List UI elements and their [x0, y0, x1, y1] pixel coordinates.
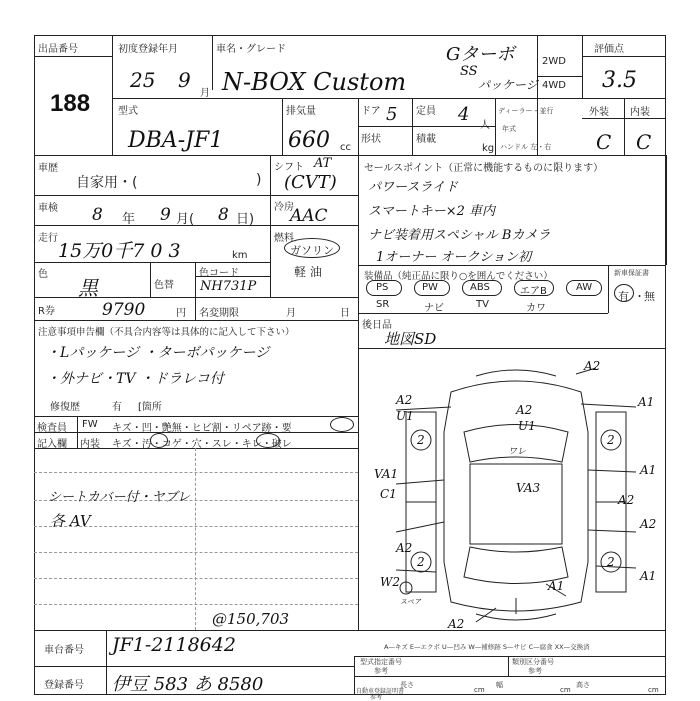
- first-registration-label: 初度登録年月: [118, 44, 178, 55]
- equip-pw: PW: [422, 282, 438, 293]
- grade-package: パッケージ: [478, 78, 538, 92]
- mark-2-wheel-rl: 2: [417, 555, 425, 569]
- mark-a1-rear: A1: [548, 579, 565, 593]
- registration-year: 25: [130, 68, 156, 92]
- fw-circle: [330, 417, 354, 432]
- notes-label: 注意事項申告欄（不具合内容等は具体的に記入して下さい）: [38, 327, 295, 338]
- displacement-unit: cc: [340, 142, 351, 153]
- mark-a2-right: A2: [640, 517, 657, 531]
- mileage-unit: km: [232, 250, 248, 261]
- capacity-value: 4: [458, 104, 470, 125]
- car-name: N-BOX Custom: [222, 68, 407, 96]
- score-label: 評価点: [594, 44, 624, 55]
- front-bumper: [476, 370, 556, 376]
- hand-note-1: シートカバー付・ヤブレ: [48, 490, 191, 505]
- length-label: 長さ: [400, 681, 414, 689]
- class-number-ref: 参考: [528, 667, 542, 675]
- chassis-number: JF1-2118642: [112, 634, 236, 656]
- history-label: 車歴: [38, 163, 58, 174]
- mark-va1-left: VA1: [374, 467, 399, 481]
- warranty-separator: ・: [634, 290, 645, 303]
- fw-label: FW: [82, 419, 98, 430]
- exterior-label: 外装: [589, 107, 609, 118]
- equip-tv: TV: [476, 299, 489, 310]
- shift-value: (CVT): [284, 172, 337, 193]
- length-unit: cm: [474, 686, 485, 694]
- repair-history-bracket: [箇所: [138, 402, 162, 413]
- width-label: 幅: [496, 681, 503, 689]
- warranty-yes: 有: [618, 290, 629, 303]
- interior-inspect-items: キズ・汚・コゲ・穴・スレ・キレ・破レ: [112, 439, 292, 450]
- type-designation-label: 型式指定番号: [360, 658, 402, 666]
- lot-number-label: 出品番号: [38, 44, 78, 55]
- recycle-value: 9790: [102, 300, 146, 320]
- mark-c1-left: C1: [380, 487, 397, 501]
- history-value: 自家用・(: [76, 175, 138, 191]
- handle-label: ハンドル 左・右: [500, 143, 552, 151]
- color-change-label: 色替: [154, 280, 174, 291]
- after-items-label: 後日品: [362, 320, 392, 331]
- height-label: 高さ: [576, 681, 590, 689]
- equip-ps: PS: [376, 282, 389, 293]
- notes-line-2: ・外ナビ・TV ・ドラレコ付: [46, 371, 224, 387]
- mark-a2-top: A2: [584, 359, 601, 373]
- fuel-label: 燃料: [274, 233, 294, 244]
- height-unit: cm: [648, 686, 659, 694]
- car-name-label: 車名・グレード: [216, 44, 286, 55]
- capacity-unit: 人: [480, 120, 490, 131]
- body-form-label: 形状: [361, 134, 381, 145]
- aircon-value: AAC: [290, 206, 328, 226]
- shift-at: AT: [314, 156, 332, 171]
- color-code-label: 色コード: [199, 268, 239, 279]
- inspector-label: 検査員: [37, 423, 67, 434]
- repair-history-yes: 有: [112, 402, 122, 413]
- name-change-day: 日: [340, 308, 350, 319]
- damage-diagram: [366, 352, 666, 632]
- history-close: ): [256, 172, 262, 188]
- inspection-label: 車検: [38, 203, 58, 214]
- color-label: 色: [38, 269, 48, 280]
- score-value: 3.5: [602, 68, 637, 93]
- fuel-petrol: ガソリン: [290, 244, 334, 257]
- sales-points-label: セールスポイント（正常に機能するものに限ります）: [364, 163, 604, 174]
- mark-a1-right-low: A1: [640, 569, 657, 583]
- four-wd: 4WD: [542, 80, 566, 91]
- entry-label: 記入欄: [37, 439, 67, 450]
- recycle-label: R券: [38, 306, 55, 317]
- two-wd: 2WD: [542, 56, 566, 67]
- doors-value: 5: [386, 104, 398, 125]
- recycle-unit: 円: [176, 308, 186, 319]
- spare-label: スペア: [400, 598, 421, 606]
- hand-note-2: 各 AV: [50, 512, 91, 530]
- equip-abs: ABS: [470, 282, 490, 293]
- doors-label: ドア: [361, 106, 381, 117]
- chassis-label: 車台番号: [44, 645, 84, 656]
- displacement-value: 660: [288, 128, 330, 153]
- mark-w2-left: W2: [380, 575, 400, 589]
- mark-crack: ワレ: [508, 447, 527, 457]
- repair-history-label: 修復歴: [50, 402, 80, 413]
- equip-airbag: エアB: [520, 286, 547, 297]
- mark-2-wheel-fr: 2: [607, 433, 615, 447]
- mark-a2-rear-left: A2: [448, 617, 465, 631]
- capacity-label: 定員: [416, 106, 436, 117]
- equipment-label: 装備品（純正品に限り○を囲んでください）: [364, 271, 553, 282]
- inspection-month: 9: [160, 205, 171, 225]
- inspection-month-unit: 月(: [176, 212, 195, 227]
- equip-aw: AW: [576, 282, 593, 293]
- sales-point-3: ナビ装着用スペシャル Bカメラ: [368, 228, 551, 243]
- car-roof: [470, 464, 562, 544]
- mark-u1-windshield: U1: [518, 419, 536, 433]
- interior-circle-1: [150, 433, 168, 448]
- plate-label: 登録番号: [44, 680, 84, 691]
- interior-grade: C: [636, 130, 652, 154]
- plate-number: 伊豆 583 あ 8580: [112, 674, 264, 695]
- inspection-day: 8: [218, 205, 229, 225]
- mileage-value: 15万0千7 0 3: [58, 240, 181, 262]
- grade-ss: SS: [460, 64, 478, 79]
- rear-bumper: [476, 614, 556, 620]
- warranty-no: 無: [644, 290, 655, 303]
- aircon-label: 冷房: [274, 202, 294, 213]
- registration-cert-ref: 参考: [370, 694, 383, 701]
- interior-label: 内装: [630, 107, 650, 118]
- mark-2-wheel-rr: 2: [607, 555, 615, 569]
- after-items-value: 地図SD: [384, 330, 437, 348]
- warranty-label: 新車保証書: [614, 269, 649, 277]
- registration-cert-label: 自動車登録証明書: [356, 688, 405, 695]
- notes-line-1: ・Lパッケージ ・ターボパッケージ: [46, 345, 270, 361]
- color-code: NH731P: [200, 279, 257, 294]
- name-change-month: 月: [286, 308, 296, 319]
- registration-month-unit: 月: [200, 88, 210, 99]
- inspection-year-unit: 年: [122, 212, 136, 227]
- equip-leather: カワ: [526, 303, 546, 314]
- odometer-note: @150,703: [212, 610, 290, 628]
- name-change-label: 名変期限: [199, 308, 239, 319]
- load-label: 積載: [416, 134, 436, 145]
- model-code: DBA-JF1: [128, 128, 224, 153]
- shift-label: シフト: [274, 162, 304, 173]
- sales-point-1: パワースライド: [368, 180, 458, 195]
- mark-va3-roof: VA3: [516, 481, 541, 495]
- inspection-day-unit: 日): [236, 212, 255, 227]
- equip-sr: SR: [376, 299, 390, 310]
- mark-a2-windshield: A2: [516, 403, 533, 417]
- registration-month: 9: [178, 68, 191, 92]
- type-designation-ref: 参考: [374, 667, 388, 675]
- lot-number: 188: [50, 90, 91, 117]
- damage-legend: A—キズ E—エクボ U—凹み W—補修跡 S—サビ C—腐食 XX—交換済: [384, 643, 590, 651]
- grade-main: Gターボ: [446, 44, 515, 65]
- interior-circle-2: [256, 433, 280, 448]
- fuel-diesel: 軽 油: [294, 265, 322, 279]
- sales-point-2: スマートキー×2 車内: [368, 204, 496, 219]
- displacement-label: 排気量: [286, 106, 316, 117]
- equip-navi: ナビ: [424, 303, 444, 314]
- exterior-grade: C: [596, 130, 612, 154]
- mark-2-wheel-fl: 2: [417, 433, 425, 447]
- mark-a1-right-mid: A1: [640, 463, 657, 477]
- mark-a2-right-extra: A2: [618, 493, 635, 507]
- mark-a2-left: A2: [396, 393, 413, 407]
- dealer-label: ディーラー・並行: [498, 107, 554, 115]
- mark-a2-left-extra: A2: [396, 541, 413, 555]
- interior-inspect-label: 内装: [80, 439, 100, 450]
- sales-point-4: 1オーナー オークション初: [376, 250, 532, 265]
- class-number-label: 類別区分番号: [512, 658, 554, 666]
- mileage-label: 走行: [38, 233, 58, 244]
- inspection-year: 8: [92, 205, 103, 225]
- fw-items: キズ・凹・艶無・ヒビ割・リペア跡・要: [112, 423, 292, 434]
- mark-u1-left: U1: [396, 409, 414, 423]
- mark-a1-right-top: A1: [638, 395, 655, 409]
- model-year-label: 年式: [502, 125, 516, 133]
- load-unit: kg: [482, 143, 495, 154]
- width-unit: cm: [560, 686, 571, 694]
- color-value: 黒: [78, 276, 98, 300]
- model-label: 型式: [118, 106, 138, 117]
